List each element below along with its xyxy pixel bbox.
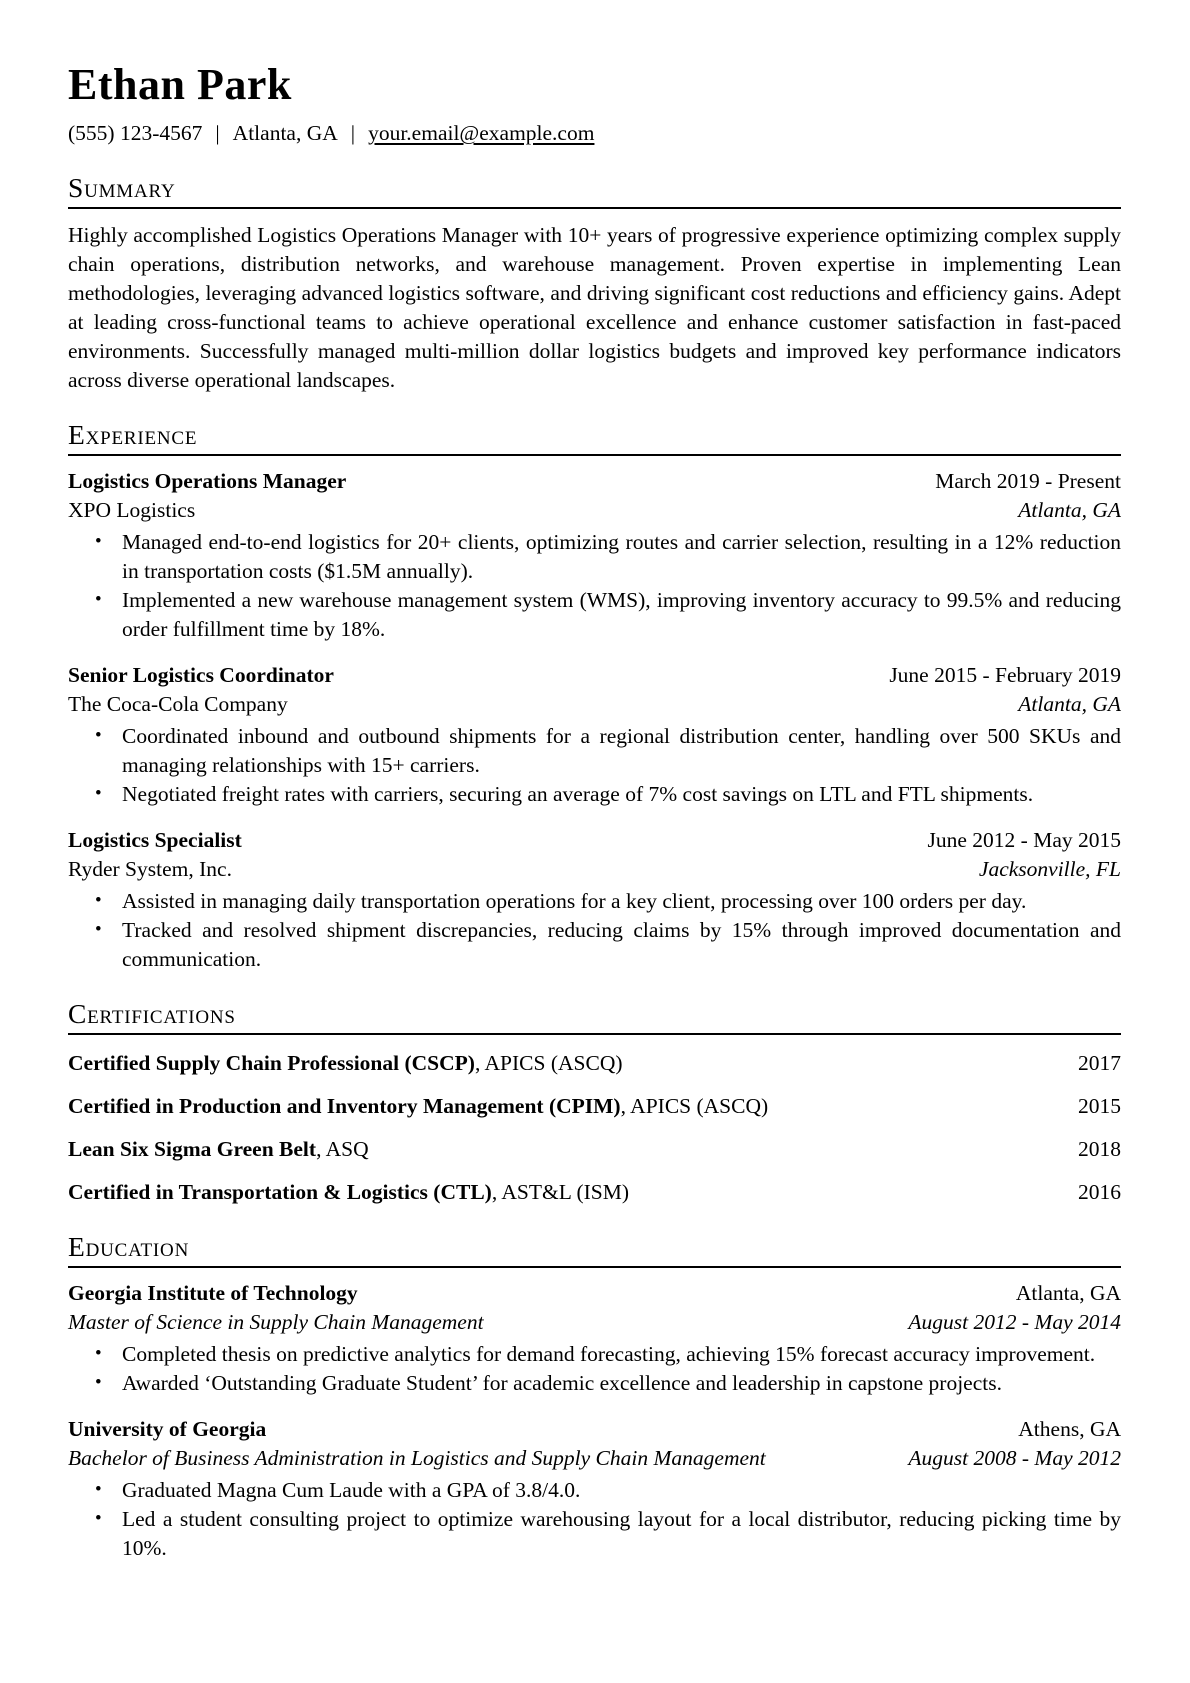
school-name: Georgia Institute of Technology [68, 1281, 358, 1306]
experience-section-title: Experience [68, 420, 1121, 456]
certification-issuer: APICS (ASCQ) [630, 1094, 769, 1119]
education-dates: August 2012 - May 2014 [908, 1310, 1121, 1335]
job-company: XPO Logistics [68, 498, 196, 523]
education-bullet: • Graduated Magna Cum Laude with a GPA of 3.8/4.0. [122, 1476, 1121, 1505]
job-bullet-list [68, 528, 1121, 644]
experience-entry [68, 826, 1121, 974]
education-dates: August 2008 - May 2012 [908, 1446, 1121, 1471]
location-text: Atlanta, GA [232, 121, 338, 146]
email-link[interactable]: your.email@example.com [368, 121, 595, 146]
certification-row [68, 1049, 1121, 1078]
job-bullet: • Assisted in managing daily transportation operations for a key client, processing over 100 orders per day. [122, 887, 1121, 916]
certification-separator: , [316, 1137, 326, 1162]
certifications-section-title: Certifications [68, 999, 1121, 1035]
education-bullet: • Completed thesis on predictive analytics for demand forecasting, achieving 15% forecast accuracy improvement. [122, 1340, 1121, 1369]
person-name: Ethan Park [68, 60, 292, 109]
contact-line [68, 119, 1121, 148]
certification-issuer: APICS (ASCQ) [484, 1051, 623, 1076]
job-location: Atlanta, GA [1018, 692, 1121, 717]
summary-section-title: Summary [68, 173, 1121, 209]
job-bullet-list [68, 887, 1121, 974]
job-location: Atlanta, GA [1018, 498, 1121, 523]
contact-separator: | [215, 121, 220, 146]
certification-separator: , [474, 1051, 485, 1076]
job-dates: June 2015 - February 2019 [889, 663, 1121, 688]
section-experience [68, 420, 1121, 974]
section-summary [68, 173, 1121, 395]
education-section-title: Education [68, 1232, 1121, 1268]
education-entry [68, 1415, 1121, 1563]
education-bullet: • Awarded ‘Outstanding Graduate Student’ for academic excellence and leadership in capstone projects. [122, 1369, 1121, 1398]
job-bullet: • Negotiated freight rates with carriers, securing an average of 7% cost savings on LTL and FTL shipments. [122, 780, 1121, 809]
certification-name: Lean Six Sigma Green Belt [68, 1137, 317, 1162]
experience-entry [68, 661, 1121, 809]
certification-row [68, 1135, 1121, 1164]
experience-entry [68, 467, 1121, 644]
certification-row [68, 1092, 1121, 1121]
certification-separator: , [491, 1180, 502, 1205]
section-certifications [68, 999, 1121, 1207]
job-bullet-list [68, 722, 1121, 809]
school-location: Atlanta, GA [1015, 1281, 1121, 1306]
certification-row [68, 1178, 1121, 1207]
education-bullet-list [68, 1340, 1121, 1398]
certification-year: 2015 [1078, 1094, 1121, 1119]
certification-year: 2017 [1078, 1051, 1121, 1076]
job-bullet: • Tracked and resolved shipment discrepancies, reducing claims by 15% through improved documentation and communication. [122, 916, 1121, 974]
education-bullet: • Led a student consulting project to optimize warehousing layout for a local distributor, reducing picking time by 10%. [122, 1505, 1121, 1563]
section-education [68, 1232, 1121, 1563]
school-location: Athens, GA [1018, 1417, 1121, 1442]
job-location: Jacksonville, FL [978, 857, 1121, 882]
job-company: The Coca-Cola Company [68, 692, 288, 717]
certification-issuer: AST&L (ISM) [501, 1180, 630, 1205]
job-bullet: • Managed end-to-end logistics for 20+ clients, optimizing routes and carrier selection, resulting in a 12% reduction in transportation costs ($1.5M annually). [122, 528, 1121, 586]
certification-name: Certified Supply Chain Professional (CSCP) [68, 1051, 475, 1076]
education-entry [68, 1279, 1121, 1398]
job-title: Logistics Operations Manager [68, 469, 347, 494]
job-bullet: • Implemented a new warehouse management system (WMS), improving inventory accuracy to 99.5% and reducing order fulfillment time by 18%. [122, 586, 1121, 644]
degree-title: Bachelor of Business Administration in Logistics and Supply Chain Management [68, 1446, 766, 1471]
job-dates: March 2019 - Present [935, 469, 1121, 494]
job-dates: June 2012 - May 2015 [927, 828, 1121, 853]
school-name: University of Georgia [68, 1417, 267, 1442]
job-company: Ryder System, Inc. [68, 857, 232, 882]
job-title: Senior Logistics Coordinator [68, 663, 334, 688]
summary-paragraph: Highly accomplished Logistics Operations Manager with 10+ years of progressive experience optimizing complex supply chain operations, distribution networks, and warehouse management. Proven expertise in implementing Lean methodologies, leveraging advanced logistics software, and driving significant cost reductions and efficiency gains. Adept at leading cross-functional teams to achieve operational excellence and enhance customer satisfaction in fast-paced environments. Successfully managed multi-million dollar logistics budgets and improved key performance indicators across diverse operational landscapes. [68, 223, 1121, 393]
certification-year: 2016 [1078, 1180, 1121, 1205]
phone-number: (555) 123-4567 [68, 121, 203, 146]
education-bullet-list [68, 1476, 1121, 1563]
job-bullet: • Coordinated inbound and outbound shipments for a regional distribution center, handling over 500 SKUs and managing relationships with 15+ carriers. [122, 722, 1121, 780]
contact-separator: | [350, 121, 356, 146]
degree-title: Master of Science in Supply Chain Management [68, 1310, 484, 1335]
certification-name: Certified in Transportation & Logistics (CTL) [68, 1180, 492, 1205]
certification-name: Certified in Production and Inventory Management (CPIM) [68, 1094, 621, 1119]
certification-year: 2018 [1078, 1137, 1121, 1162]
certification-issuer: ASQ [325, 1137, 369, 1162]
job-title: Logistics Specialist [68, 828, 242, 853]
certification-separator: , [620, 1094, 631, 1119]
